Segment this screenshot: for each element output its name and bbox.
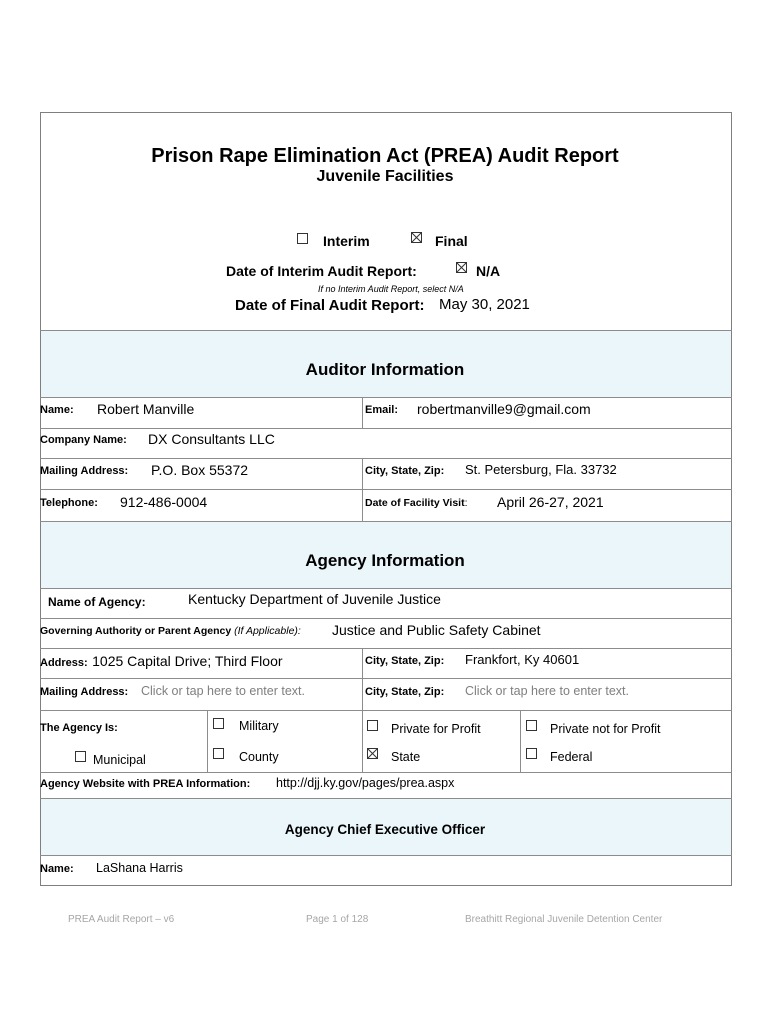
column-divider bbox=[362, 648, 363, 710]
facility-visit-value[interactable]: April 26-27, 2021 bbox=[497, 494, 604, 510]
agency-website-label: Agency Website with PREA Information: bbox=[40, 778, 251, 790]
auditor-name-label: Name: bbox=[40, 404, 74, 416]
agency-is-label: The Agency Is: bbox=[40, 722, 118, 734]
column-divider bbox=[362, 710, 363, 772]
auditor-city-value[interactable]: St. Petersburg, Fla. 33732 bbox=[465, 462, 617, 477]
footer-report-version: PREA Audit Report – v6 bbox=[68, 914, 175, 925]
agency-mailing-label: Mailing Address: bbox=[40, 686, 129, 698]
governing-note: (If Applicable): bbox=[234, 625, 301, 637]
agency-website-link[interactable]: http://djj.ky.gov/pages/prea.aspx bbox=[276, 776, 455, 790]
rule bbox=[40, 330, 732, 331]
rule bbox=[40, 618, 732, 619]
telephone-label: Telephone: bbox=[40, 497, 98, 509]
governing-label-text: Governing Authority or Parent Agency bbox=[40, 625, 232, 637]
auditor-name-value[interactable]: Robert Manville bbox=[97, 401, 195, 417]
telephone-value[interactable]: 912-486-0004 bbox=[120, 494, 208, 510]
interim-date-label: Date of Interim Audit Report: bbox=[226, 263, 417, 279]
report-subtitle: Juvenile Facilities bbox=[316, 168, 454, 185]
final-checkbox[interactable] bbox=[411, 232, 422, 243]
rule bbox=[40, 489, 732, 490]
rule bbox=[40, 397, 732, 398]
company-name-label: Company Name: bbox=[40, 434, 127, 446]
federal-label: Federal bbox=[550, 750, 593, 764]
agency-city-value[interactable]: Frankfort, Ky 40601 bbox=[465, 652, 580, 667]
column-divider bbox=[362, 458, 363, 521]
agency-address-label: Address: bbox=[40, 657, 88, 669]
facility-visit-label-text: Date of Facility Visit bbox=[365, 497, 465, 509]
column-divider bbox=[362, 397, 363, 428]
county-label: County bbox=[239, 750, 279, 764]
state-checkbox[interactable] bbox=[367, 748, 378, 759]
na-label: N/A bbox=[476, 263, 501, 279]
auditor-mailing-label: Mailing Address: bbox=[40, 465, 129, 477]
agency-address-value[interactable]: 1025 Capital Drive; Third Floor bbox=[92, 653, 283, 669]
rule bbox=[40, 428, 732, 429]
check-x-icon bbox=[368, 749, 377, 758]
interim-checkbox[interactable] bbox=[297, 233, 308, 244]
municipal-checkbox[interactable] bbox=[75, 751, 86, 762]
ceo-name-value[interactable]: LaShana Harris bbox=[96, 861, 183, 875]
ceo-name-label: Name: bbox=[40, 863, 74, 875]
check-x-icon bbox=[412, 233, 421, 242]
ceo-section-title: Agency Chief Executive Officer bbox=[284, 822, 486, 837]
agency-section-title: Agency Information bbox=[305, 551, 465, 570]
facility-visit-label bbox=[365, 497, 468, 509]
column-divider bbox=[207, 710, 208, 772]
private-profit-label: Private for Profit bbox=[391, 722, 481, 736]
agency-address-row bbox=[40, 653, 283, 671]
rule bbox=[40, 710, 732, 711]
footer-page-number: Page 1 of 128 bbox=[306, 914, 369, 925]
final-date-label: Date of Final Audit Report: bbox=[235, 297, 425, 314]
municipal-label: Municipal bbox=[93, 753, 146, 767]
facility-visit-colon: : bbox=[464, 497, 468, 509]
auditor-email-label: Email: bbox=[365, 404, 399, 416]
na-checkbox[interactable] bbox=[456, 262, 467, 273]
governing-label bbox=[40, 625, 301, 637]
rule bbox=[40, 648, 732, 649]
rule bbox=[40, 772, 732, 773]
private-not-profit-label: Private not for Profit bbox=[550, 722, 661, 736]
column-divider bbox=[520, 710, 521, 772]
rule bbox=[40, 855, 732, 856]
governing-value[interactable]: Justice and Public Safety Cabinet bbox=[332, 622, 541, 638]
rule bbox=[40, 521, 732, 522]
agency-mailing-city-label: City, State, Zip: bbox=[365, 686, 445, 698]
final-label: Final bbox=[435, 233, 468, 249]
check-x-icon bbox=[457, 263, 466, 272]
auditor-email-value[interactable]: robertmanville9@gmail.com bbox=[417, 401, 591, 417]
agency-city-label: City, State, Zip: bbox=[365, 655, 445, 667]
private-not-profit-checkbox[interactable] bbox=[526, 720, 537, 731]
state-label: State bbox=[391, 750, 421, 764]
final-date-value: May 30, 2021 bbox=[439, 296, 530, 313]
report-title: Prison Rape Elimination Act (PREA) Audit Report bbox=[151, 145, 619, 167]
auditor-city-label: City, State, Zip: bbox=[365, 465, 445, 477]
private-profit-checkbox[interactable] bbox=[367, 720, 378, 731]
rule bbox=[40, 798, 732, 799]
agency-name-label: Name of Agency: bbox=[48, 595, 146, 609]
military-checkbox[interactable] bbox=[213, 718, 224, 729]
rule bbox=[40, 458, 732, 459]
agency-mailing-city-input[interactable]: Click or tap here to enter text. bbox=[465, 684, 629, 698]
county-checkbox[interactable] bbox=[213, 748, 224, 759]
auditor-section-title: Auditor Information bbox=[305, 360, 465, 379]
agency-name-value[interactable]: Kentucky Department of Juvenile Justice bbox=[188, 591, 441, 607]
rule bbox=[40, 678, 732, 679]
rule bbox=[40, 588, 732, 589]
auditor-mailing-value[interactable]: P.O. Box 55372 bbox=[151, 462, 249, 478]
military-label: Military bbox=[239, 719, 279, 733]
federal-checkbox[interactable] bbox=[526, 748, 537, 759]
company-name-value[interactable]: DX Consultants LLC bbox=[148, 431, 275, 447]
interim-label: Interim bbox=[323, 233, 370, 249]
agency-mailing-input[interactable]: Click or tap here to enter text. bbox=[141, 684, 305, 698]
footer-facility-name: Breathitt Regional Juvenile Detention Center bbox=[465, 914, 663, 925]
na-note: If no Interim Audit Report, select N/A bbox=[318, 284, 464, 294]
